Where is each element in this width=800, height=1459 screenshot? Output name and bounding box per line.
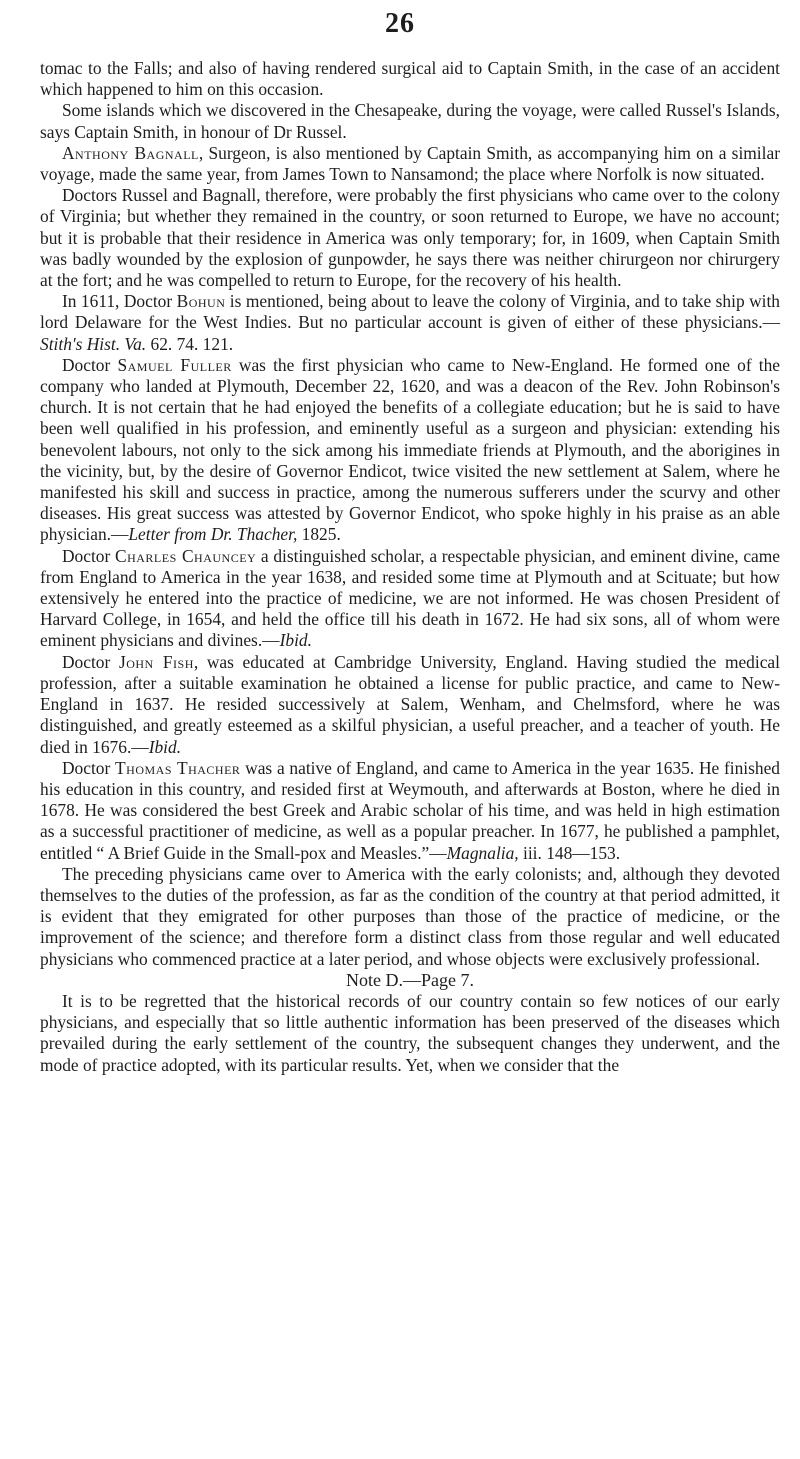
name-smallcaps: John Fish — [118, 651, 194, 672]
text-run: is mentioned, being about to leave the colony of Virginia, and to take ship with lord Delaware for the West Indies. But no particular account is given of either of these physicians.— — [40, 291, 780, 333]
paragraph — [40, 546, 780, 652]
text-run: Doctor — [62, 651, 119, 672]
page-number: 26 — [385, 8, 415, 39]
text-run: 62. 74. 121. — [146, 333, 234, 354]
paragraph — [40, 652, 780, 758]
text-run: Doctor — [62, 757, 116, 778]
main-text — [40, 58, 780, 970]
paragraph — [40, 355, 780, 546]
text-run: Some islands which we discovered in the Chesapeake, during the voyage, were called Russel's Islands, says Captain Smith, in honour of Dr Russel. — [40, 100, 780, 142]
citation-italic: Ibid. — [279, 630, 312, 651]
text-run: a distinguished scholar, a respectable physician, and eminent divine, came from England to America in the year 1638, and resided some time at Plymouth and at Scituate; but how extensively he entered into the practice of medicine, we are not informed. He was chosen President of Harvard College, in 1654, and held the office till his death in 1672. He had six sons, all of whom were eminent physicians and divines.— — [40, 545, 780, 651]
paragraph — [40, 291, 780, 355]
text-run: 1825. — [297, 524, 341, 545]
citation-italic: Letter from Dr. Thacher, — [128, 524, 298, 545]
paragraph — [40, 991, 780, 1076]
citation-italic: Stith's Hist. Va. — [40, 333, 147, 354]
text-run: was a native of England, and came to America in the year 1635. He finished his education in this country, and resided first at Weymouth, and afterwards at Boston, where he died in 1678. He was considered the best Greek and Arabic scholar of his time, and was held in high estimation as a successful practitioner of medicine, as well as a popular preacher. In 1677, he published a pamphlet, entitled “ A Brief Guide in the Small-pox and Measles.”— — [40, 757, 780, 863]
text-run: It is to be regretted that the historical records of our country contain so few notices of our early physicians, and especially that so little authentic information has been preserved of the diseases which prevailed during the early settlement of the country, the subsequent changes they underwent, and the mode of practice adopted, with its particular results. Yet, when we consider that the — [40, 990, 780, 1075]
note-heading: Note D.—Page 7. — [346, 969, 474, 990]
citation-italic: Magnalia, — [446, 842, 519, 863]
name-smallcaps: Thomas Thacher — [115, 757, 241, 778]
text-run: The preceding physicians came over to America with the early colonists; and, although they devoted themselves to the duties of the profession, as far as the condition of the country at that period admitted, it is evident that they emigrated for other purposes than those of the practice of medicine, or the improvement of the science; and therefore form a distinct class from those regular and well educated physicians who commenced practice at a later period, and whose objects were exclusively professional. — [40, 863, 780, 969]
text-run: iii. 148—153. — [518, 842, 621, 863]
text-run: Doctor — [62, 545, 115, 566]
text-run: Doctor — [62, 354, 118, 375]
paragraph — [40, 143, 780, 185]
paragraph — [40, 864, 780, 970]
paragraph — [40, 100, 780, 142]
text-run: Doctors Russel and Bagnall, therefore, were probably the first physicians who came over to the colony of Virginia; but whether they remained in the country, or soon returned to Europe, we have no account; but it is probable that their residence in America was only temporary; for, in 1609, when Captain Smith was badly wounded by the explosion of gunpowder, he says there was neither chirurgeon nor chirurgery at the fort; and he was compelled to return to Europe, for the recovery of his health. — [40, 185, 780, 291]
name-smallcaps: Charles Chauncey — [114, 545, 257, 566]
page-body — [40, 58, 780, 1076]
text-run: was the first physician who came to New-England. He formed one of the company who landed at Plymouth, December 22, 1620, and was a deacon of the Rev. John Robinson's church. It is not certain that he had enjoyed the benefits of a collegiate education; but he is said to have been well qualified in his profession, and eminently useful as a surgeon and physician: extending his benevolent labours, not only to the sick among his immediate friends at Plymouth, and the aborigines in the vicinity, but, by the desire of Governor Endicot, twice visited the new settlement at Salem, where he manifested his skill and success in practice, among the numerous sufferers under the scurvy and other diseases. His great success was attested by Governor Endicot, who spoke highly in his praise as an able physician.— — [40, 354, 780, 545]
name-smallcaps: Anthony Bagnall — [62, 142, 199, 163]
name-smallcaps: Bohun — [176, 291, 226, 312]
paragraph — [40, 758, 780, 864]
paragraph — [40, 58, 780, 100]
citation-italic: Ibid. — [148, 736, 182, 757]
text-run: , Surgeon, is also mentioned by Captain Smith, as accompanying him on a similar voyage, made the same year, from James Town to Nansamond; the place where Norfolk is now situated. — [40, 142, 780, 185]
text-run: In 1611, Doctor — [62, 291, 177, 312]
text-run: , was educated at Cambridge University, England. Having studied the medical profession, after a suitable examination he obtained a license for public practice, and came to New-England in 1637. He resided successively at Salem, Wenham, and Chelmsford, where he was distinguished, and greatly esteemed as a skilful physician, a useful preacher, and a teacher of youth. He died in 1676.— — [40, 651, 780, 757]
note-text — [40, 991, 780, 1076]
name-smallcaps: Samuel Fuller — [117, 354, 232, 375]
paragraph — [40, 185, 780, 291]
text-run: tomac to the Falls; and also of having rendered surgical aid to Captain Smith, in the case of an accident which happened to him on this occasion. — [40, 58, 780, 100]
